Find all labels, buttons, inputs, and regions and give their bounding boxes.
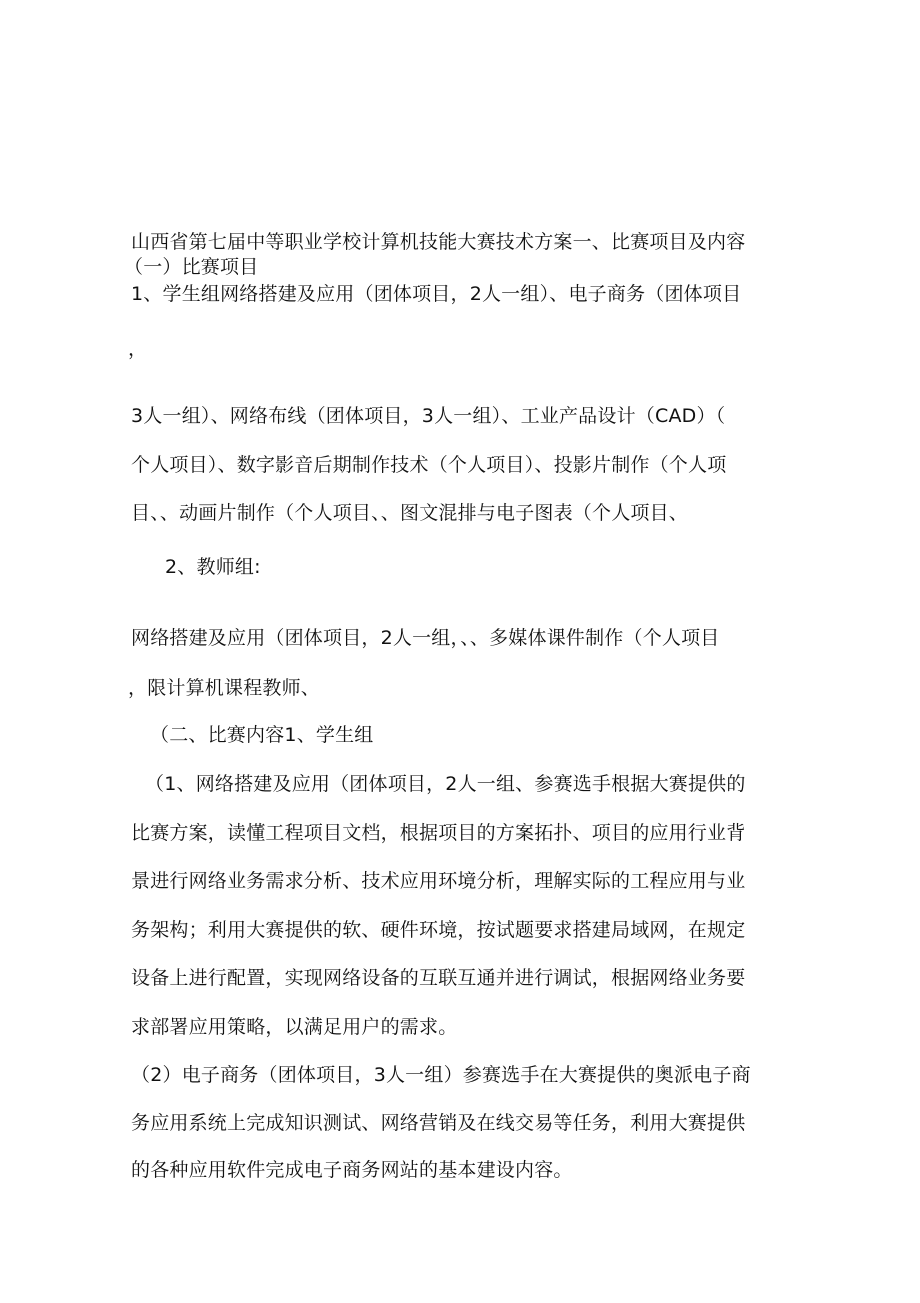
paragraph-line: 个人项目）、数字影音后期制作技术（个人项目）、投影片制作（个人项 [131, 454, 727, 476]
paragraph-line: （2）电子商务（团体项目，3人一组）参赛选手在大赛提供的奥派电子商 [131, 1064, 751, 1086]
paragraph-line: 3人一组）、网络布线（团体项目，3人一组）、工业产品设计（CAD）（ [131, 405, 726, 427]
paragraph-line: 务应用系统上完成知识测试、网络营销及在线交易等任务，利用大赛提供 [131, 1112, 746, 1134]
paragraph-line: 景进行网络业务需求分析、技术应用环境分析，理解实际的工程应用与业 [131, 870, 746, 892]
section-heading-competition-content: （二、比赛内容1、学生组 [150, 724, 374, 746]
paragraph-line: 务架构；利用大赛提供的软、硬件环境，按试题要求搭建局域网，在规定 [131, 919, 746, 941]
paragraph-line: ，限计算机课程教师、 [128, 677, 321, 699]
paragraph-line: （1、网络搭建及应用（团体项目，2人一组、参赛选手根据大赛提供的 [145, 773, 746, 795]
paragraph-line: 设备上进行配置，实现网络设备的互联互通并进行调试，根据网络业务要 [131, 967, 746, 989]
paragraph-line: 目、、动画片制作（个人项目、、图文混排与电子图表（个人项目、 [131, 502, 689, 524]
paragraph-line: 求部署应用策略，以满足用户的需求。 [131, 1016, 458, 1038]
paragraph-line: ， [128, 338, 148, 360]
paragraph-line: 比赛方案，读懂工程项目文档，根据项目的方案拓扑、项目的应用行业背 [131, 822, 746, 844]
subheading-teacher-group: 2、教师组: [165, 556, 261, 578]
section-heading-competition-items: （一）比赛项目 [124, 256, 259, 278]
document-title-line: 山西省第七届中等职业学校计算机技能大赛技术方案一、比赛项目及内容 [131, 231, 746, 253]
paragraph-line: 1、学生组网络搭建及应用（团体项目，2人一组）、电子商务（团体项目 [131, 283, 742, 305]
paragraph-line: 的各种应用软件完成电子商务网站的基本建设内容。 [131, 1159, 573, 1181]
paragraph-line: 网络搭建及应用（团体项目，2人一组，、、多媒体课件制作（个人项目 [131, 627, 720, 649]
